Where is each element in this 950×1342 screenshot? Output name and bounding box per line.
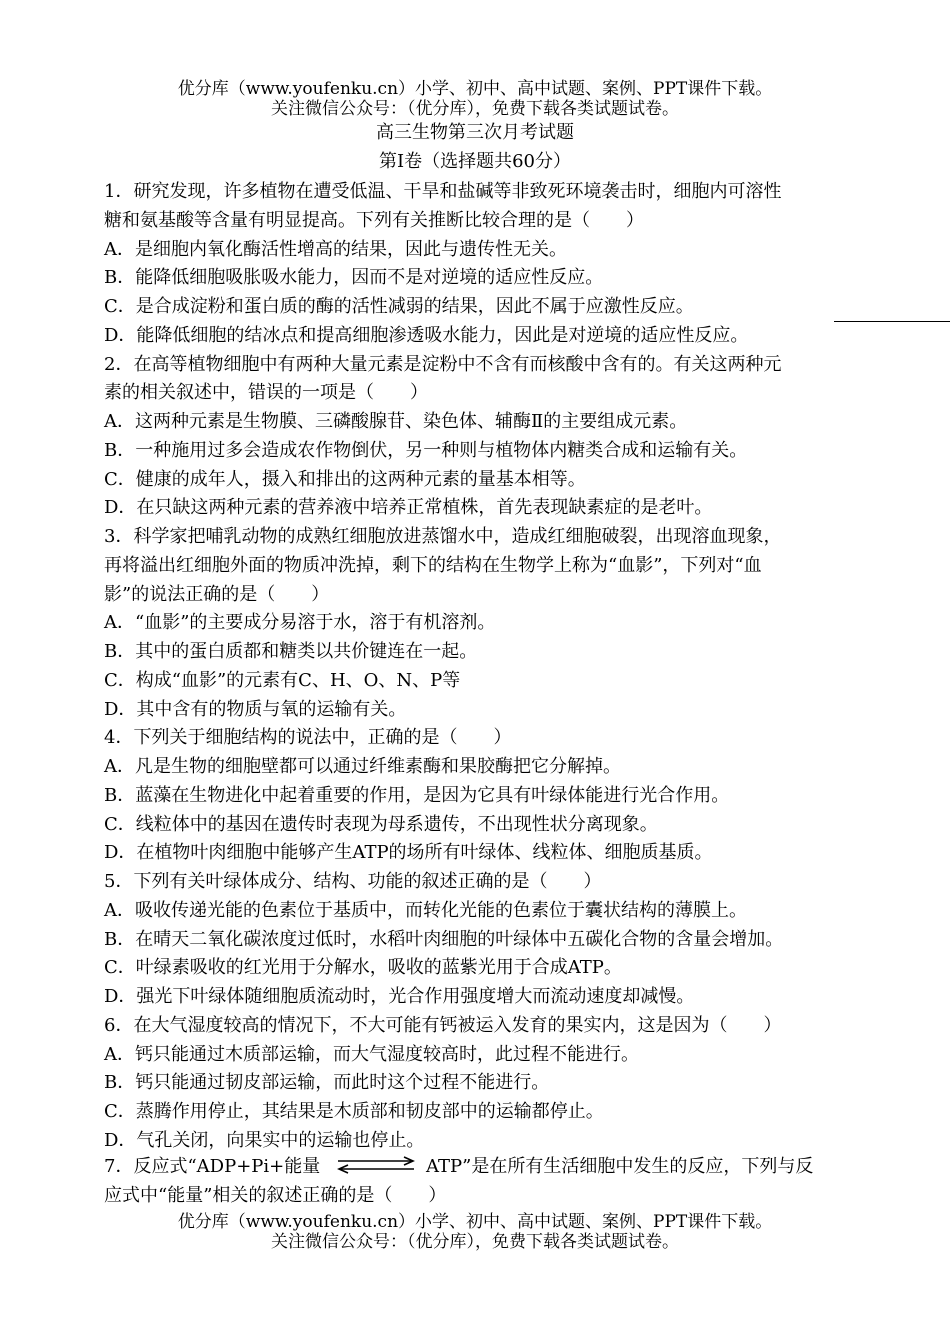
question-option: B．能降低细胞吸胀吸水能力，因而不是对逆境的适应性反应。: [104, 267, 604, 289]
question-option: C．是合成淀粉和蛋白质的酶的活性减弱的结果，因此不属于应激性反应。: [104, 296, 694, 317]
question-stem: 4．下列关于细胞结构的说法中，正确的是（ ）: [104, 727, 512, 749]
question-option: D．能降低细胞的结冰点和提高细胞渗透吸水能力，因此是对逆境的适应性反应。: [104, 324, 749, 346]
footer-line-1: 优分库（www.youfenku.cn）小学、初中、高中试题、案例、PPT课件下载。: [177, 1212, 773, 1232]
question-option: C．蒸腾作用停止，其结果是木质部和韧皮部中的运输都停止。: [104, 1101, 604, 1122]
footer-line-2: 关注微信公众号：（优分库），免费下载各类试题试卷。: [271, 1232, 679, 1252]
question-stem: 2．在高等植物细胞中有两种大量元素是淀粉中不含有而核酸中含有的。有关这两种元: [104, 353, 782, 375]
question-option: B．蓝藻在生物进化中起着重要的作用，是因为它具有叶绿体能进行光合作用。: [104, 784, 730, 806]
q7-stem-part1: 7．反应式“ADP+Pi+能量: [104, 1156, 321, 1177]
question-option: C．构成“血影”的元素有C、H、O、N、P等: [104, 669, 461, 691]
question-option: B．在晴天二氧化碳浓度过低时，水稻叶肉细胞的叶绿体中五碳化合物的含量会增加。: [104, 928, 784, 950]
question-stem: 影”的说法正确的是（ ）: [104, 583, 330, 605]
q7-stem-part2: ATP”是在所有生活细胞中发生的反应，下列与反: [426, 1156, 814, 1177]
question-stem: 1．研究发现，许多植物在遭受低温、干旱和盐碱等非致死环境袭击时，细胞内可溶性: [104, 181, 782, 202]
question-stem: 再将溢出红细胞外面的物质冲洗掉，剩下的结构在生物学上称为“血影”，下列对“血: [104, 554, 762, 576]
question-option: C．叶绿素吸收的红光用于分解水，吸收的蓝紫光用于合成ATP。: [104, 957, 622, 979]
question-stem: 糖和氨基酸等含量有明显提高。下列有关推断比较合理的是（ ）: [104, 209, 644, 231]
question-option: A．“血影”的主要成分易溶于水，溶于有机溶剂。: [104, 612, 496, 634]
question-stem: 素的相关叙述中，错误的一项是（ ）: [104, 382, 428, 404]
question-option: A．凡是生物的细胞壁都可以通过纤维素酶和果胶酶把它分解掉。: [104, 756, 621, 777]
question-stem: 5．下列有关叶绿体成分、结构、功能的叙述正确的是（ ）: [104, 871, 602, 892]
question-option: D．强光下叶绿体随细胞质流动时，光合作用强度增大而流动速度却减慢。: [104, 986, 695, 1007]
question-option: A．吸收传递光能的色素位于基质中，而转化光能的色素位于囊状结构的薄膜上。: [104, 899, 747, 921]
question-option: D．其中含有的物质与氧的运输有关。: [104, 698, 407, 720]
question-option: A．钙只能通过木质部运输，而大气湿度较高时，此过程不能进行。: [104, 1043, 639, 1065]
question-option: B．钙只能通过韧皮部运输，而此时这个过程不能进行。: [104, 1072, 550, 1094]
question-stem: 6．在大气湿度较高的情况下，不大可能有钙被运入发育的果实内，这是因为（ ）: [104, 1014, 782, 1036]
question-stem: 3．科学家把哺乳动物的成熟红细胞放进蒸馏水中，造成红细胞破裂，出现溶血现象，: [104, 526, 782, 547]
margin-rule: [834, 321, 950, 322]
header-line-1: 优分库（www.youfenku.cn）小学、初中、高中试题、案例、PPT课件下载。: [177, 79, 773, 99]
header-line-2: 关注微信公众号：（优分库），免费下载各类试题试卷。: [271, 99, 679, 119]
section-title: 第Ⅰ卷（选择题共60分）: [378, 151, 571, 172]
question-option: C．健康的成年人，摄入和排出的这两种元素的量基本相等。: [104, 468, 586, 490]
question-option: A．是细胞内氧化酶活性增高的结果，因此与遗传性无关。: [104, 238, 567, 260]
question-option: B．一种施用过多会造成农作物倒伏，另一种则与植物体内糖类合成和运输有关。: [104, 439, 748, 461]
reversible-reaction-arrows-icon: [336, 1154, 416, 1176]
question-option: B．其中的蛋白质都和糖类以共价键连在一起。: [104, 641, 478, 662]
question-option: A．这两种元素是生物膜、三磷酸腺苷、染色体、辅酶Ⅱ的主要组成元素。: [104, 411, 688, 432]
question-option: D．在植物叶肉细胞中能够产生ATP的场所有叶绿体、线粒体、细胞质基质。: [104, 842, 713, 864]
question-option: D．气孔关闭，向果实中的运输也停止。: [104, 1129, 425, 1151]
q7-stem-line2: 应式中“能量”相关的叙述正确的是（ ）: [104, 1185, 447, 1206]
question-option: C．线粒体中的基因在遗传时表现为母系遗传，不出现性状分离现象。: [104, 813, 658, 835]
exam-title: 高三生物第三次月考试题: [376, 122, 574, 143]
question-option: D．在只缺这两种元素的营养液中培养正常植株，首先表现缺素症的是老叶。: [104, 497, 713, 519]
